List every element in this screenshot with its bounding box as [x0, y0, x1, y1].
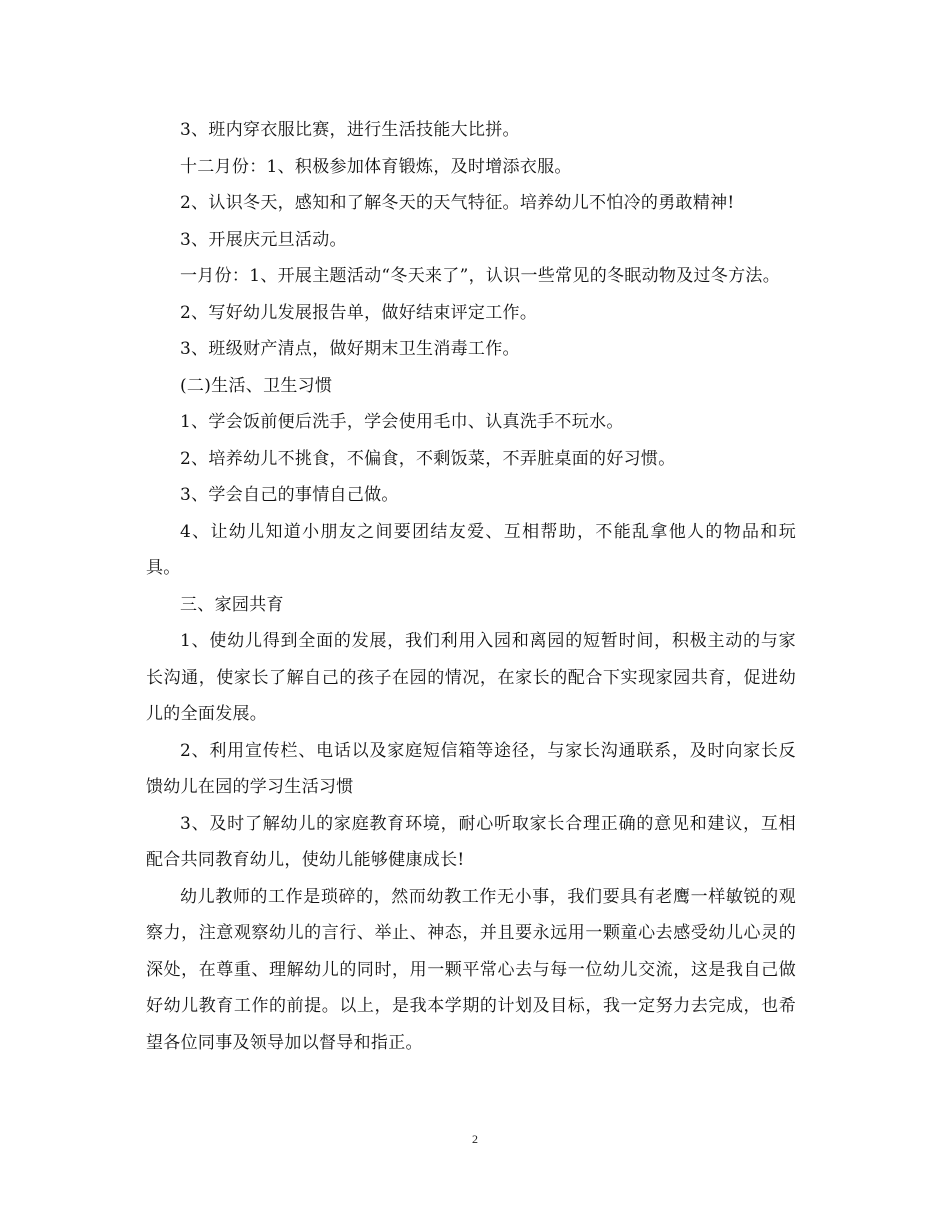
paragraph-home-school-1: 1、使幼儿得到全面的发展，我们利用入园和离园的短暂时间，积极主动的与家长沟通，使家长了解自己的孩子在园的情况，在家长的配合下实现家园共育，促进幼儿的全面发展。 [146, 631, 796, 724]
paragraph-home-school-3: 3、及时了解幼儿的家庭教育环境，耐心听取家长合理正确的意见和建议，互相配合共同教育幼儿，使幼儿能够健康成长! [146, 813, 796, 870]
paragraph-december-3: 3、开展庆元旦活动。 [180, 229, 347, 250]
section-heading-habits: (二)生活、卫生习惯 [180, 375, 333, 396]
paragraph-dressing-contest: 3、班内穿衣服比赛，进行生活技能大比拼。 [180, 120, 520, 140]
paragraph-december-2: 2、认识冬天，感知和了解冬天的天气特征。培养幼儿不怕冷的勇敢精神! [180, 193, 735, 213]
paragraph-january-2: 2、写好幼儿发展报告单，做好结束评定工作。 [180, 302, 538, 323]
paragraph-habit-2: 2、培养幼儿不挑食，不偏食，不剩饭菜，不弄脏桌面的好习惯。 [180, 448, 676, 469]
paragraph-january-1: 一月份：1、开展主题活动“冬天来了”，认识一些常见的冬眠动物及过冬方法。 [180, 266, 780, 286]
paragraph-january-3: 3、班级财产清点，做好期末卫生消毒工作。 [180, 339, 520, 359]
section-heading-home-school: 三、家园共育 [180, 594, 284, 615]
paragraph-habit-3: 3、学会自己的事情自己做。 [180, 485, 399, 505]
paragraph-conclusion: 幼儿教师的工作是琐碎的，然而幼教工作无小事，我们要具有老鹰一样敏锐的观察力，注意观察幼儿的言行、举止、神态，并且要永远用一颗童心去感受幼儿心灵的深处，在尊重、理解幼儿的同时，用一颗平常心去与每一位幼儿交流，这是我自己做好幼儿教育工作的前提。以上，是我本学期的计划及目标，我一定努力去完成，也希望各位同事及领导加以督导和指正。 [146, 886, 796, 1053]
paragraph-december-1: 十二月份：1、积极参加体育锻炼，及时增添衣服。 [180, 156, 572, 177]
paragraph-home-school-2: 2、利用宣传栏、电话以及家庭短信箱等途径，与家长沟通联系，及时向家长反馈幼儿在园的学习生活习惯 [146, 740, 796, 797]
document-body [146, 112, 796, 1061]
paragraph-habit-1: 1、学会饭前便后洗手，学会使用毛巾、认真洗手不玩水。 [180, 412, 624, 432]
page-number: 2 [472, 1132, 478, 1146]
paragraph-habit-4: 4、让幼儿知道小朋友之间要团结友爱、互相帮助，不能乱拿他人的物品和玩具。 [146, 521, 796, 578]
